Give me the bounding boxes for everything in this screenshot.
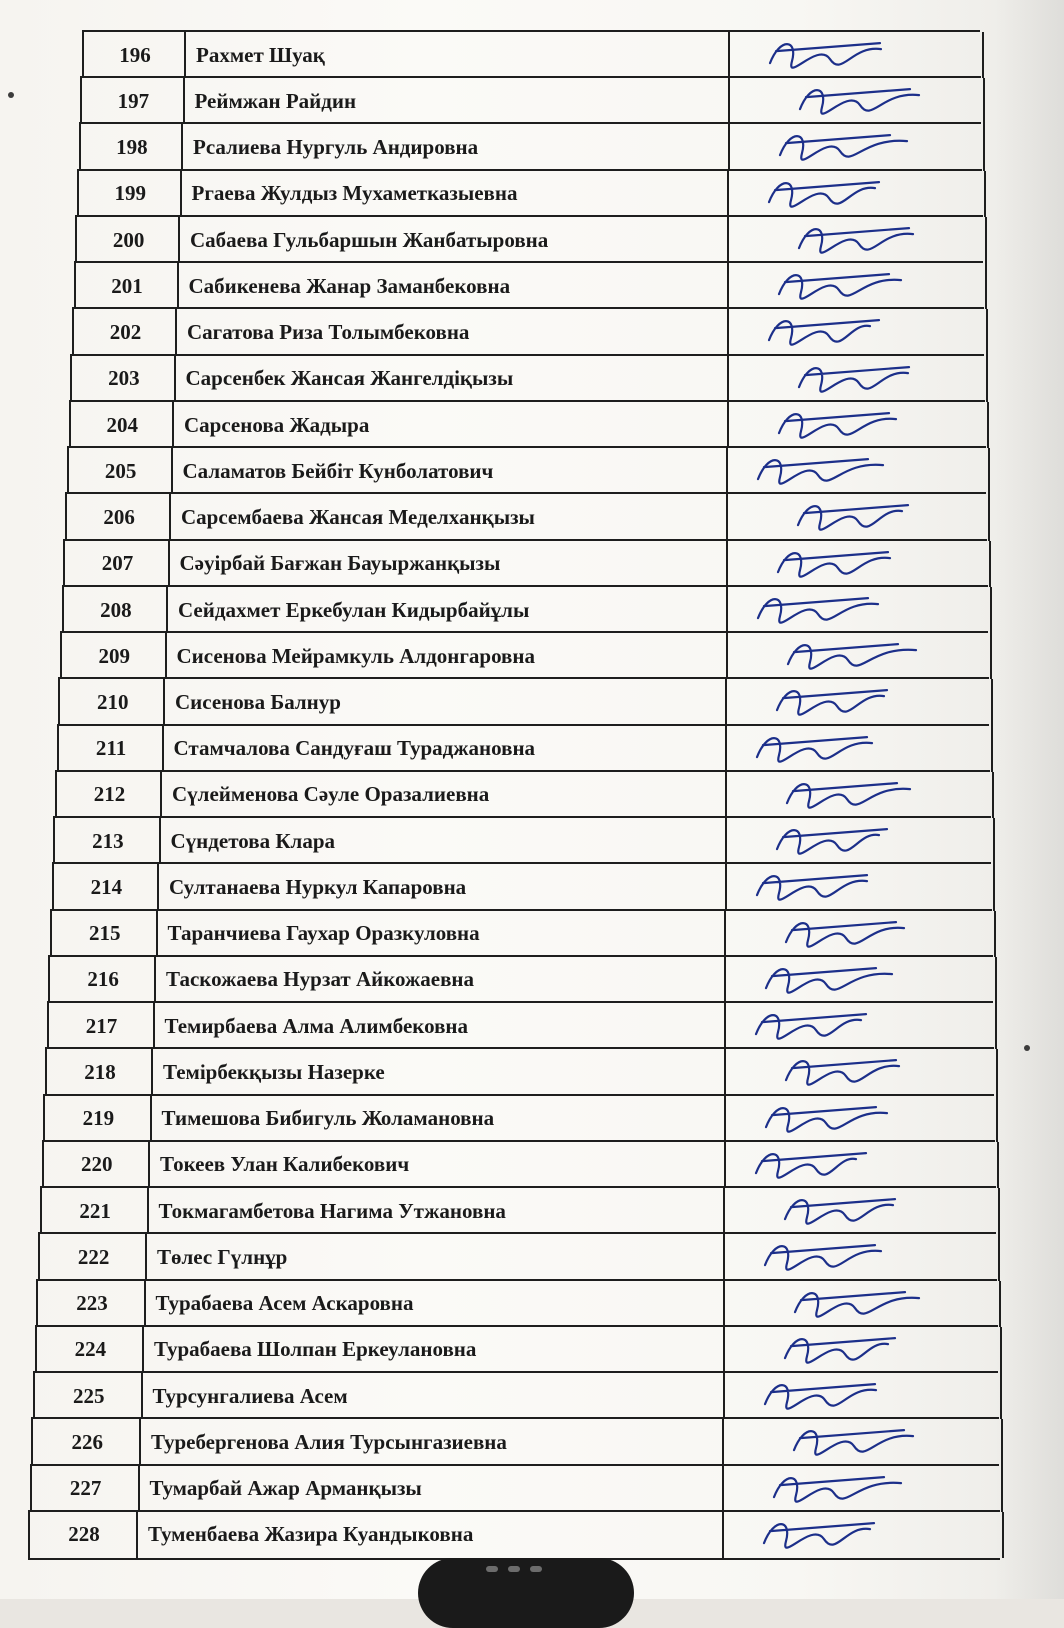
full-name: Саламатов Бейбіт Кунболатович: [171, 448, 729, 494]
table-row: [38, 1232, 996, 1280]
row-number: 225: [33, 1373, 142, 1419]
table-row: [63, 539, 986, 587]
row-number: 227: [30, 1466, 140, 1512]
table-row: [45, 1047, 994, 1095]
signature-cell: [723, 1281, 1001, 1327]
handwritten-signature: [725, 1188, 997, 1234]
handwritten-signature: [728, 494, 988, 540]
signature-cell: [722, 1512, 1004, 1558]
signature-cell: [725, 726, 993, 772]
table-row: [33, 1371, 998, 1419]
full-name: Темірбекқызы Назерке: [151, 1049, 726, 1095]
handwritten-signature: [725, 1281, 999, 1327]
row-number: 206: [65, 494, 171, 540]
handwritten-signature: [726, 1142, 998, 1188]
handwritten-signature: [726, 1003, 995, 1049]
table-row: [75, 215, 982, 263]
full-name: Сәуірбай Бағжан Бауыржанқызы: [168, 541, 728, 587]
row-number: 221: [40, 1188, 149, 1234]
handwritten-signature: [725, 1373, 1001, 1419]
full-name: Сүлейменова Сәуле Оразалиевна: [160, 772, 727, 818]
full-name: Туменбаева Жазира Куандыковна: [136, 1512, 724, 1558]
row-number: 217: [47, 1003, 155, 1049]
signature-cell: [722, 1466, 1003, 1512]
table-row: [79, 122, 982, 170]
signature-cell: [725, 818, 995, 864]
full-name: Токеев Улан Калибекович: [148, 1142, 726, 1188]
full-name: Турабаева Шолпан Еркеулановна: [142, 1327, 725, 1373]
signature-cell: [728, 124, 986, 170]
full-name: Төлес Гүлнұр: [145, 1234, 725, 1280]
full-name: Турсунгалиева Асем: [141, 1373, 725, 1419]
full-name: Сарсенова Жадыра: [172, 402, 729, 448]
signature-cell: [727, 356, 989, 402]
signature-cell: [727, 402, 990, 448]
signature-cell: [723, 1373, 1003, 1419]
row-number: 218: [45, 1049, 153, 1095]
row-number: 209: [60, 633, 166, 679]
signature-cell: [726, 541, 991, 587]
row-number: 208: [62, 587, 168, 633]
full-name: Стамчалова Сандуғаш Тураджановна: [162, 726, 728, 772]
row-number: 196: [82, 32, 186, 78]
table-row: [82, 30, 980, 78]
row-number: 222: [38, 1234, 147, 1280]
table-row: [67, 446, 986, 494]
signature-cell: [724, 911, 995, 957]
signature-cell: [726, 448, 989, 494]
row-number: 210: [58, 679, 165, 725]
table-row: [62, 585, 988, 633]
table-row: [77, 169, 982, 217]
row-number: 223: [36, 1281, 145, 1327]
handwritten-signature: [730, 32, 982, 78]
signature-cell: [725, 679, 992, 725]
table-row: [57, 724, 990, 772]
full-name: Сабаева Гульбаршын Жанбатыровна: [178, 217, 729, 263]
full-name: Сисенова Балнур: [163, 679, 727, 725]
handwritten-signature: [727, 772, 992, 818]
table-row: [80, 76, 980, 124]
row-number: 200: [75, 217, 180, 263]
signature-cell: [724, 1049, 998, 1095]
table-row: [58, 677, 988, 725]
handwritten-signature: [727, 864, 994, 910]
handwritten-signature: [728, 587, 990, 633]
signature-cell: [723, 1188, 999, 1234]
handwritten-signature: [729, 309, 986, 355]
row-number: 226: [31, 1419, 141, 1465]
full-name: Тимешова Бибигуль Жоламановна: [150, 1096, 726, 1142]
table-row: [35, 1325, 998, 1373]
signature-cell: [723, 1234, 1000, 1280]
full-name: Туребергенова Алия Турсынгазиевна: [139, 1419, 724, 1465]
full-name: Таранчиева Гаухар Оразкуловна: [156, 911, 727, 957]
signature-cell: [724, 1003, 997, 1049]
full-name: Реймжан Райдин: [183, 78, 730, 124]
full-name: Таскожаева Нурзат Айкожаевна: [154, 957, 726, 1003]
table-row: [72, 307, 984, 355]
full-name: Сисенова Мейрамкуль Алдонгаровна: [165, 633, 728, 679]
full-name: Сарсембаева Жансая Меделханқызы: [169, 494, 728, 540]
handwritten-signature: [726, 1049, 996, 1095]
signature-cell: [727, 217, 986, 263]
signature-cell: [728, 32, 984, 78]
table-row: [36, 1279, 996, 1327]
table-row: [52, 862, 992, 910]
signature-cell: [724, 957, 996, 1003]
signature-cell: [723, 1327, 1002, 1373]
signature-cell: [725, 772, 994, 818]
table-row: [30, 1464, 1000, 1512]
table-row: [69, 400, 986, 448]
row-number: 199: [77, 171, 182, 217]
full-name: Рахмет Шуақ: [184, 32, 730, 78]
signature-cell: [722, 1419, 1002, 1465]
row-number: 216: [48, 957, 156, 1003]
row-number: 214: [52, 864, 159, 910]
handwritten-signature: [726, 957, 994, 1003]
row-number: 202: [72, 309, 177, 355]
full-name: Тумарбай Ажар Арманқызы: [138, 1466, 725, 1512]
handwritten-signature: [730, 78, 983, 124]
row-number: 204: [69, 402, 175, 448]
full-name: Темирбаева Алма Алимбековна: [153, 1003, 727, 1049]
table-row: [53, 816, 990, 864]
handwritten-signature: [729, 263, 985, 309]
handwritten-signature: [726, 1096, 997, 1142]
signature-cell: [727, 171, 985, 217]
table-row: [55, 770, 990, 818]
handwritten-signature: [726, 911, 993, 957]
full-name: Султанаева Нуркул Капаровна: [157, 864, 727, 910]
handwritten-signature: [727, 726, 991, 772]
signature-cell: [728, 78, 985, 124]
table-row: [74, 261, 984, 309]
full-name: Турабаева Асем Аскаровна: [144, 1281, 725, 1327]
signature-cell: [726, 587, 992, 633]
row-number: 219: [43, 1096, 151, 1142]
full-name: Сейдахмет Еркебулан Кидырбайұлы: [166, 587, 728, 633]
row-number: 207: [63, 541, 169, 587]
scan-speck: [1024, 1045, 1030, 1051]
scan-speck: [8, 92, 14, 98]
handwritten-signature: [724, 1512, 1002, 1558]
page-indicator: [486, 1566, 542, 1572]
handwritten-signature: [728, 633, 991, 679]
handwritten-signature: [730, 124, 984, 170]
row-number: 197: [80, 78, 184, 124]
signature-cell: [727, 309, 988, 355]
handwritten-signature: [727, 679, 990, 725]
table-row: [28, 1510, 1000, 1560]
full-name: Ргаева Жулдыз Мухаметказыевна: [180, 171, 730, 217]
table-row: [48, 955, 992, 1003]
row-number: 205: [67, 448, 173, 494]
full-name: Сабикенева Жанар Заманбековна: [177, 263, 730, 309]
signature-cell: [725, 864, 996, 910]
table-row: [50, 909, 992, 957]
full-name: Токмагамбетова Нагима Утжановна: [147, 1188, 726, 1234]
handwritten-signature: [724, 1419, 1000, 1465]
table-row: [42, 1140, 996, 1188]
row-number: 198: [79, 124, 183, 170]
handwritten-signature: [728, 448, 987, 494]
handwritten-signature: [729, 217, 984, 263]
full-name: Сарсенбек Жансая Жангелдіқызы: [174, 356, 729, 402]
handwritten-signature: [727, 818, 993, 864]
signature-cell: [724, 1096, 999, 1142]
signature-cell: [726, 494, 990, 540]
handwritten-signature: [728, 541, 989, 587]
row-number: 201: [74, 263, 179, 309]
full-name: Сүндетова Клара: [159, 818, 727, 864]
row-number: 203: [70, 356, 175, 402]
signature-cell: [727, 263, 987, 309]
row-number: 211: [57, 726, 164, 772]
handwritten-signature: [729, 402, 988, 448]
row-number: 213: [53, 818, 160, 864]
table-row: [60, 631, 988, 679]
handwritten-signature: [725, 1234, 998, 1280]
row-number: 220: [42, 1142, 151, 1188]
signature-cell: [724, 1142, 1000, 1188]
table-row: [65, 492, 986, 540]
table-row: [47, 1001, 994, 1049]
table-row: [43, 1094, 994, 1142]
handwritten-signature: [725, 1327, 1000, 1373]
row-number: 228: [28, 1512, 138, 1558]
full-name: Рсалиева Нургуль Андировна: [181, 124, 730, 170]
handwritten-signature: [729, 356, 987, 402]
table-row: [31, 1417, 998, 1465]
handwritten-signature: [724, 1466, 1001, 1512]
handwritten-signature: [729, 171, 983, 217]
page-edge-shadow: [994, 0, 1064, 1599]
row-number: 215: [50, 911, 158, 957]
table-row: [70, 354, 984, 402]
row-number: 212: [55, 772, 162, 818]
row-number: 224: [35, 1327, 144, 1373]
signature-cell: [726, 633, 993, 679]
full-name: Сагатова Риза Толымбековна: [175, 309, 729, 355]
table-row: [40, 1186, 996, 1234]
